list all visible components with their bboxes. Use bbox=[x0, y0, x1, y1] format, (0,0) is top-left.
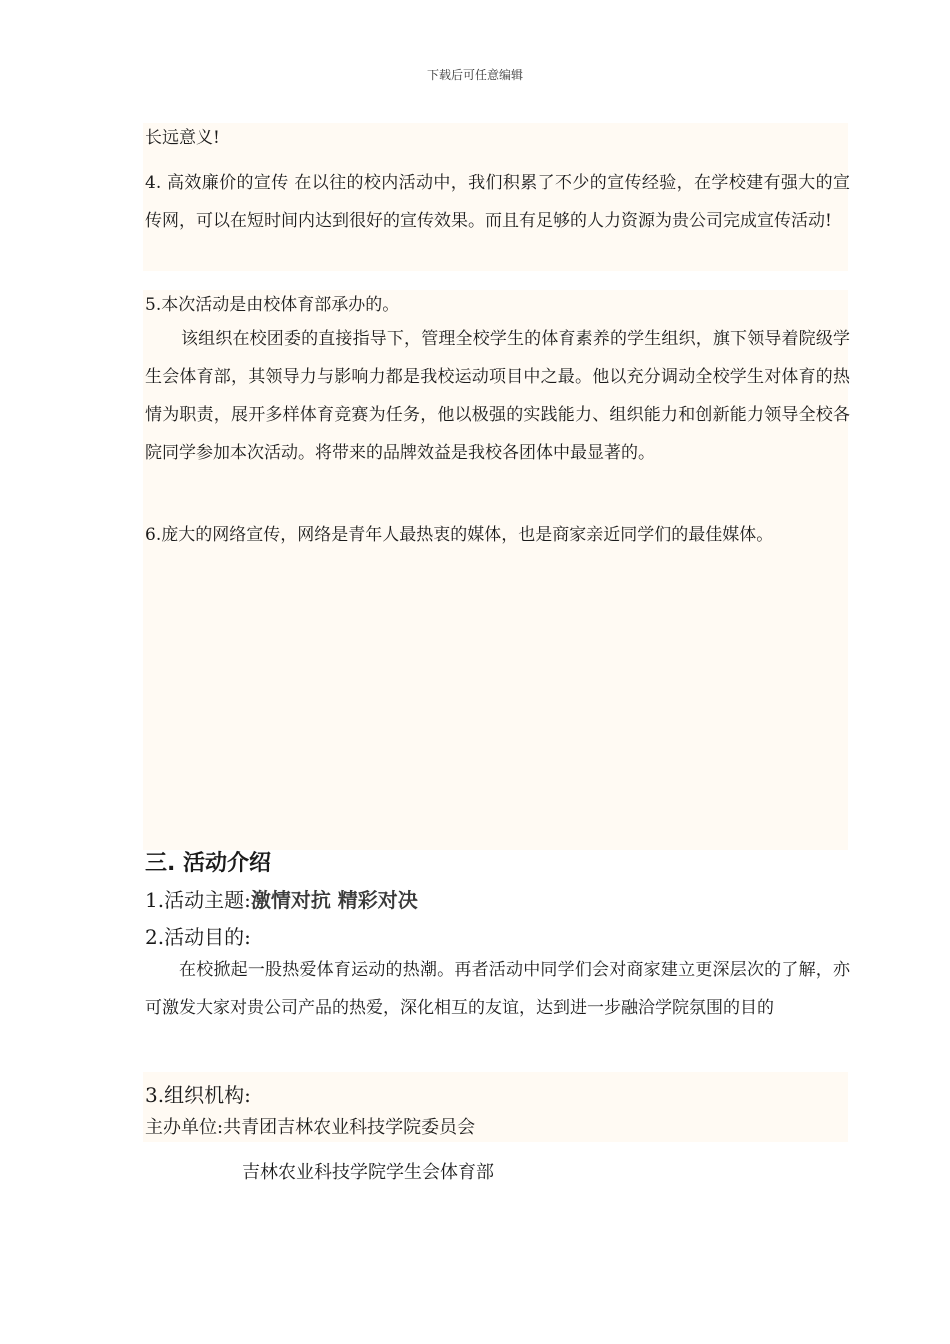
host-unit: 主办单位:共青团吉林农业科技学院委员会 bbox=[145, 1117, 476, 1138]
activity-theme-value: 激情对抗 精彩对决 bbox=[250, 888, 418, 912]
paragraph-5-body: 该组织在校团委的直接指导下，管理全校学生的体育素养的学生组织，旗下领导着院级学生会体育部，其领导力与影响力都是我校运动项目中之最。他以充分调动全校学生对体育的热情为职责，展开多样体育竞赛为任务，他以极强的实践能力、组织能力和创新能力领导全校各院同学参加本次活动。将带来的品牌效益是我校各团体中最显著的。 bbox=[145, 329, 850, 463]
activity-theme bbox=[145, 884, 418, 913]
activity-purpose-body: 在校掀起一股热爱体育运动的热潮。再者活动中同学们会对商家建立更深层次的了解，亦可激发大家对贵公司产品的热爱，深化相互的友谊，达到进一步融洽学院氛围的目的 bbox=[145, 960, 850, 1018]
paragraph-long-term: 长远意义! bbox=[145, 128, 220, 148]
activity-purpose-label: 2.活动目的: bbox=[145, 925, 251, 949]
section-title: 三. 活动介绍 bbox=[145, 851, 272, 876]
paragraph-5-title: 5.本次活动是由校体育部承办的。 bbox=[145, 295, 400, 315]
host-unit-2: 吉林农业科技学院学生会体育部 bbox=[242, 1162, 494, 1183]
paragraph-4: 4. 高效廉价的宣传 在以往的校内活动中，我们积累了不少的宣传经验，在学校建有强大的宣传网，可以在短时间内达到很好的宣传效果。而且有足够的人力资源为贵公司完成宣传活动! bbox=[145, 173, 850, 231]
activity-theme-label: 1.活动主题: bbox=[145, 888, 251, 912]
paragraph-6: 6.庞大的网络宣传，网络是青年人最热衷的媒体，也是商家亲近同学们的最佳媒体。 bbox=[145, 525, 774, 545]
organization-label: 3.组织机构: bbox=[145, 1083, 251, 1107]
page-header: 下载后可任意编辑 bbox=[426, 68, 523, 82]
